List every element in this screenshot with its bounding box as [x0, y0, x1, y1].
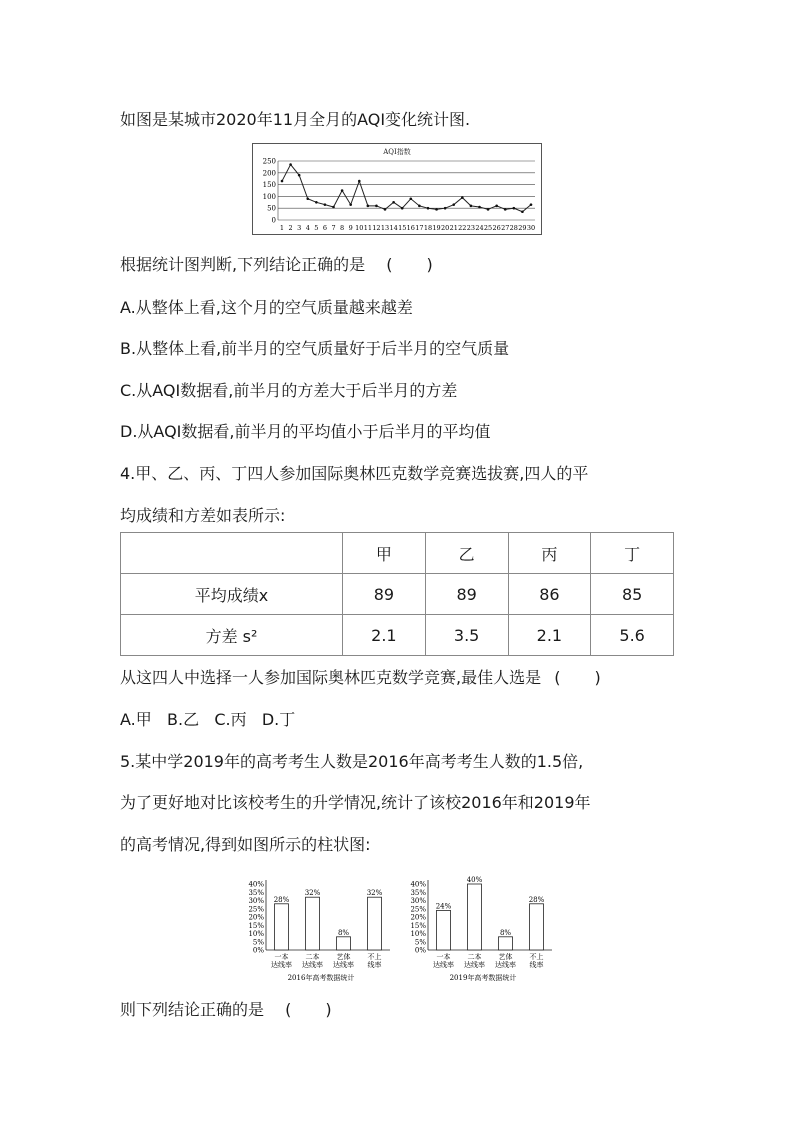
aqi-data-point	[298, 174, 301, 177]
bar	[530, 904, 544, 950]
table-cell: 2.1	[343, 615, 426, 656]
q3-option-d: D.从AQI数据看,前半月的平均值小于后半月的平均值	[120, 422, 491, 441]
bar-category-label: 不上	[367, 953, 382, 961]
aqi-x-tick-label: 30	[526, 224, 536, 232]
row-label-mean: 平均成绩x	[121, 574, 343, 615]
aqi-data-point	[315, 201, 318, 204]
bar-category-label: 一本	[436, 953, 451, 961]
bar-category-label: 不上	[529, 953, 544, 961]
aqi-x-tick-label: 23	[466, 224, 476, 232]
aqi-data-point	[444, 207, 447, 210]
bar-category-label: 二本	[467, 953, 482, 961]
bar-category-label: 艺体	[498, 953, 513, 961]
bar-value-label: 32%	[366, 889, 383, 898]
bar-chart-title: 2016年高考数据统计	[287, 974, 355, 982]
q4-options: A.甲 B.乙 C.丙 D.丁	[120, 710, 296, 729]
aqi-y-tick-label: 150	[262, 181, 276, 190]
aqi-x-tick-label: 8	[340, 224, 345, 232]
aqi-x-tick-label: 7	[331, 224, 336, 232]
bar-chart-title: 2019年高考数据统计	[449, 974, 517, 982]
bar-y-tick-label: 10%	[248, 930, 264, 938]
aqi-x-tick-label: 19	[432, 224, 441, 232]
bar	[499, 937, 513, 950]
q3-option-c: C.从AQI数据看,前半月的方差大于后半月的方差	[120, 381, 458, 400]
aqi-data-point	[375, 205, 378, 208]
aqi-y-tick-label: 250	[262, 157, 276, 166]
bar-y-tick-label: 5%	[252, 938, 264, 947]
aqi-x-tick-label: 27	[501, 224, 510, 232]
q5-line3: 的高考情况,得到如图所示的柱状图:	[120, 835, 371, 854]
q3-option-a: A.从整体上看,这个月的空气质量越来越差	[120, 298, 413, 317]
aqi-data-point	[530, 203, 533, 206]
aqi-x-tick-label: 24	[475, 224, 484, 232]
aqi-data-point	[478, 206, 481, 209]
bar-y-tick-label: 30%	[248, 897, 264, 905]
bar-value-label: 28%	[528, 895, 545, 904]
aqi-data-point	[289, 163, 292, 166]
aqi-data-point	[392, 201, 395, 204]
bar-y-tick-label: 40%	[248, 880, 264, 889]
q3-paren-close: )	[426, 255, 433, 274]
bar-y-tick-label: 25%	[248, 905, 264, 914]
aqi-x-tick-label: 5	[314, 224, 319, 232]
bar-category-label: 达线率	[333, 961, 354, 969]
aqi-x-tick-label: 10	[355, 224, 364, 232]
bar-y-tick-label: 30%	[410, 897, 426, 905]
aqi-data-point	[281, 180, 284, 183]
aqi-x-tick-label: 1	[279, 224, 285, 232]
aqi-x-tick-label: 22	[458, 224, 467, 232]
bar-y-tick-label: 20%	[410, 913, 426, 922]
bar-category-label: 达线率	[302, 961, 323, 969]
table-cell: 89	[425, 574, 508, 615]
q5-line2: 为了更好地对比该校考生的升学情况,统计了该校2016年和2019年	[120, 793, 591, 812]
bar-y-tick-label: 35%	[410, 888, 426, 897]
bar-value-label: 8%	[499, 928, 512, 937]
bar-y-tick-label: 15%	[410, 921, 426, 930]
aqi-x-tick-label: 6	[322, 224, 328, 232]
q4-line1: 4.甲、乙、丙、丁四人参加国际奥林匹克数学竞赛选拔赛,四人的平	[120, 464, 589, 483]
bar-y-tick-label: 35%	[248, 888, 264, 897]
table-row	[121, 615, 674, 656]
aqi-data-point	[435, 208, 438, 211]
aqi-data-point	[349, 203, 352, 206]
table-cell: 2.1	[508, 615, 591, 656]
table-cell: 3.5	[425, 615, 508, 656]
bar-category-label: 达线率	[433, 961, 454, 969]
bar-category-label: 二本	[305, 953, 320, 961]
aqi-x-tick-label: 16	[406, 224, 415, 232]
bar-category-label: 达线率	[464, 961, 485, 969]
bar-y-tick-label: 5%	[414, 938, 426, 947]
q4-line2: 均成绩和方差如表所示:	[120, 506, 286, 525]
bar-category-label: 艺体	[336, 953, 351, 961]
q5-stem	[120, 1000, 332, 1020]
aqi-data-point	[401, 207, 404, 210]
bar	[468, 884, 482, 950]
bar-category-label: 达线率	[271, 961, 292, 969]
q3-intro: 如图是某城市2020年11月全月的AQI变化统计图.	[120, 110, 471, 129]
table-cell: 86	[508, 574, 591, 615]
aqi-line-chart	[252, 143, 542, 235]
table-cell: 89	[343, 574, 426, 615]
bar	[275, 904, 289, 950]
aqi-x-tick-label: 25	[483, 224, 493, 232]
aqi-x-tick-label: 21	[449, 224, 458, 232]
bar-y-tick-label: 40%	[410, 880, 426, 889]
aqi-x-tick-label: 17	[415, 224, 424, 232]
bar-y-tick-label: 0%	[414, 946, 426, 955]
bar-chart-2016	[232, 872, 394, 987]
bar-y-tick-label: 0%	[252, 946, 264, 955]
aqi-data-point	[487, 208, 490, 211]
aqi-data-point	[521, 210, 524, 213]
aqi-data-point	[358, 180, 361, 183]
aqi-data-point	[470, 205, 473, 208]
aqi-data-point	[306, 197, 309, 200]
aqi-x-tick-label: 18	[423, 224, 433, 232]
table-row	[121, 574, 674, 615]
table-header-yi: 乙	[425, 533, 508, 574]
q4-paren-close: )	[594, 668, 601, 687]
aqi-x-tick-label: 26	[492, 224, 501, 232]
aqi-data-point	[495, 205, 498, 208]
bar-value-label: 32%	[304, 889, 321, 898]
bar-value-label: 28%	[273, 895, 290, 904]
aqi-y-tick-label: 200	[262, 169, 276, 178]
aqi-data-point	[367, 205, 370, 208]
aqi-x-tick-label: 4	[305, 224, 310, 232]
q5-paren-close: )	[325, 1000, 332, 1019]
bar-value-label: 24%	[435, 902, 452, 911]
aqi-data-point	[341, 189, 344, 192]
aqi-data-point	[427, 207, 430, 210]
aqi-data-point	[384, 208, 387, 211]
aqi-x-tick-label: 3	[297, 224, 302, 232]
bar	[437, 910, 451, 950]
aqi-y-tick-label: 0	[271, 216, 276, 225]
q3-stem-text: 根据统计图判断,下列结论正确的是	[120, 255, 366, 274]
table-header-jia: 甲	[343, 533, 426, 574]
q5-line1: 5.某中学2019年的高考考生人数是2016年高考考生人数的1.5倍,	[120, 752, 584, 771]
aqi-x-tick-label: 28	[509, 224, 518, 232]
q3-stem	[120, 255, 433, 275]
bar-y-tick-label: 15%	[248, 921, 264, 930]
table-header-ding: 丁	[591, 533, 674, 574]
bar	[337, 937, 351, 950]
bar	[368, 897, 382, 950]
q4-paren-open: (	[554, 668, 561, 687]
q5-stem-text: 则下列结论正确的是	[120, 1000, 265, 1019]
table-cell: 5.6	[591, 615, 674, 656]
aqi-x-tick-label: 12	[372, 224, 381, 232]
table-header-empty	[121, 533, 343, 574]
bar-value-label: 40%	[466, 876, 483, 884]
table-cell: 85	[591, 574, 674, 615]
aqi-y-tick-label: 50	[267, 204, 276, 213]
table-header-row	[121, 533, 674, 574]
q3-paren-open: (	[386, 255, 393, 274]
aqi-data-point	[409, 197, 412, 200]
aqi-x-tick-label: 11	[363, 224, 373, 232]
aqi-data-point	[513, 207, 516, 210]
bar-category-label: 线率	[367, 961, 382, 969]
bar-y-tick-label: 10%	[410, 930, 426, 938]
aqi-data-point	[461, 196, 464, 199]
aqi-data-point	[452, 203, 455, 206]
bar-chart-2019	[394, 872, 556, 987]
bar-category-label: 达线率	[495, 961, 516, 969]
aqi-chart-title: AQI指数	[383, 148, 411, 156]
q3-option-b: B.从整体上看,前半月的空气质量好于后半月的空气质量	[120, 339, 510, 358]
q4-stem	[120, 668, 601, 688]
aqi-x-tick-label: 9	[348, 224, 353, 232]
bar-value-label: 8%	[337, 928, 350, 937]
aqi-x-tick-label: 20	[440, 224, 450, 232]
aqi-data-point	[418, 205, 421, 208]
q5-paren-open: (	[285, 1000, 292, 1019]
aqi-x-tick-label: 13	[380, 224, 390, 232]
bar-category-label: 一本	[274, 953, 289, 961]
bar-y-tick-label: 20%	[248, 913, 264, 922]
bar	[306, 897, 320, 950]
aqi-x-tick-label: 2	[288, 224, 293, 232]
aqi-data-point	[504, 208, 507, 211]
aqi-data-point	[324, 203, 327, 206]
aqi-y-tick-label: 100	[262, 192, 276, 201]
aqi-data-point	[332, 206, 335, 209]
bar-category-label: 线率	[529, 961, 544, 969]
aqi-x-tick-label: 14	[389, 224, 398, 232]
q4-stem-text: 从这四人中选择一人参加国际奥林匹克数学竞赛,最佳人选是	[120, 668, 542, 687]
aqi-x-tick-label: 15	[398, 224, 407, 232]
aqi-x-tick-label: 29	[518, 224, 527, 232]
table-header-bing: 丙	[508, 533, 591, 574]
row-label-variance: 方差 s²	[121, 615, 343, 656]
bar-y-tick-label: 25%	[410, 905, 426, 914]
q4-stats-table	[120, 532, 674, 656]
